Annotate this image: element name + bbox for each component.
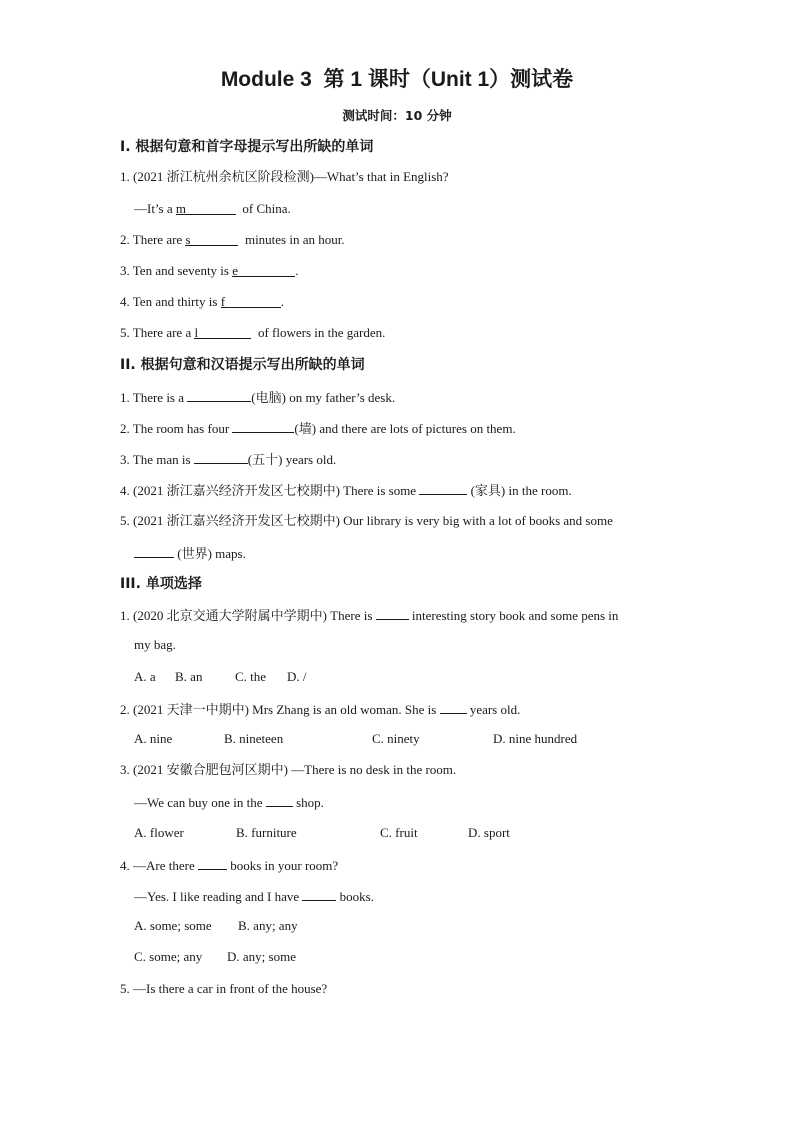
text: (墙) and there are lots of pictures on them. [294, 421, 516, 436]
text: books. [336, 889, 374, 904]
s3-q4-option-b[interactable]: B. any; any [238, 918, 298, 933]
answer-blank[interactable] [232, 419, 294, 433]
text: 2. There are [120, 232, 186, 247]
s2-q4 [120, 481, 572, 499]
s3-q3-option-a[interactable]: A. flower [134, 825, 184, 840]
s3-q4-line-1 [120, 856, 338, 874]
answer-blank[interactable] [198, 856, 227, 870]
s3-q4-line-2 [134, 887, 374, 905]
s1-q4 [120, 294, 284, 310]
s2-q5-line-2 [134, 544, 246, 562]
hint-letter: e [232, 263, 239, 278]
answer-blank[interactable] [376, 606, 409, 620]
test-time: 测试时间：10 分钟 [342, 108, 452, 123]
s2-q2 [120, 419, 516, 437]
s1-q1-line-1: 1. (2021 浙江杭州余杭区阶段检测)—What’s that in English? [120, 169, 449, 184]
text: 3. The man is [120, 452, 194, 467]
answer-blank[interactable] [440, 700, 467, 714]
text: (电脑) on my father’s desk. [251, 390, 396, 405]
text: 1. There is a [120, 390, 188, 405]
text: minutes in an hour. [238, 232, 345, 247]
s3-q3-option-b[interactable]: B. furniture [236, 825, 297, 840]
s3-q2 [120, 700, 520, 718]
page-title: Module 3 第 1 课时（Unit 1）测试卷 [220, 68, 574, 91]
text: 4. —Are there [120, 858, 198, 873]
s3-q2-option-c[interactable]: C. ninety [372, 731, 420, 746]
text: —It’s a [134, 201, 176, 216]
section-3-heading: III. 单项选择 [120, 576, 202, 592]
answer-blank[interactable] [194, 450, 248, 464]
s2-q5-line-1: 5. (2021 浙江嘉兴经济开发区七校期中) Our library is very big with a lot of books and some [120, 513, 613, 528]
s3-q2-option-b[interactable]: B. nineteen [224, 731, 284, 746]
hint-letter: m [175, 201, 187, 216]
answer-blank[interactable] [134, 544, 174, 558]
text: 1. (2020 北京交通大学附属中学期中) There is [120, 608, 376, 623]
answer-blank[interactable] [194, 325, 251, 339]
text: of China. [235, 201, 291, 216]
hint-letter: s [185, 232, 191, 247]
text: —Yes. I like reading and I have [134, 889, 303, 904]
s3-q5-line-1: 5. —Is there a car in front of the house? [120, 981, 328, 996]
s3-q1-option-d[interactable]: D. / [287, 669, 307, 684]
text: years old. [466, 702, 521, 717]
text: (家具) in the room. [467, 483, 572, 498]
s3-q2-option-d[interactable]: D. nine hundred [493, 731, 578, 746]
answer-blank[interactable] [185, 232, 238, 246]
s3-q3-line-2 [134, 793, 324, 811]
text: interesting story book and some pens in [408, 608, 619, 623]
section-1-heading: Ⅰ. 根据句意和首字母提示写出所缺的单词 [120, 139, 374, 155]
text: (五十) years old. [247, 452, 337, 467]
s3-q4-option-a[interactable]: A. some; some [134, 918, 212, 933]
answer-blank[interactable] [266, 793, 293, 807]
text: 5. There are a [120, 325, 195, 340]
text: books in your room? [226, 858, 339, 873]
s1-q2 [120, 232, 345, 248]
s3-q1-option-b[interactable]: B. an [175, 669, 203, 684]
text: 2. (2021 天津一中期中) Mrs Zhang is an old woman. She is [120, 702, 440, 717]
text: 3. Ten and seventy is [120, 263, 233, 278]
answer-blank[interactable] [187, 388, 251, 402]
answer-blank[interactable] [232, 263, 295, 277]
text: 4. (2021 浙江嘉兴经济开发区七校期中) There is some [120, 483, 420, 498]
text: —We can buy one in the [134, 795, 266, 810]
s1-q5 [120, 325, 385, 341]
s1-q3 [120, 263, 298, 279]
text: (世界) maps. [174, 546, 246, 561]
s3-q2-option-a[interactable]: A. nine [134, 731, 173, 746]
text: 4. Ten and thirty is [120, 294, 221, 309]
s2-q3 [120, 450, 336, 468]
answer-blank[interactable] [221, 294, 281, 308]
s3-q1-line-2: my bag. [134, 637, 176, 652]
s3-q3-option-d[interactable]: D. sport [468, 825, 510, 840]
s1-q1-line-2 [134, 201, 291, 217]
s3-q1-option-a[interactable]: A. a [134, 669, 156, 684]
hint-letter: l [194, 325, 199, 340]
s3-q3-option-c[interactable]: C. fruit [380, 825, 418, 840]
text: . [295, 263, 299, 278]
text: 2. The room has four [120, 421, 233, 436]
answer-blank[interactable] [419, 481, 467, 495]
s3-q3-line-1: 3. (2021 安徽合肥包河区期中) —There is no desk in the room. [120, 762, 457, 777]
answer-blank[interactable] [176, 201, 236, 215]
s2-q1 [120, 388, 395, 406]
s3-q4-option-d[interactable]: D. any; some [227, 949, 296, 964]
text: shop. [292, 795, 324, 810]
answer-blank[interactable] [302, 887, 336, 901]
section-2-heading: II. 根据句意和汉语提示写出所缺的单词 [120, 357, 365, 373]
s3-q1-line-1 [120, 606, 618, 624]
s3-q1-option-c[interactable]: C. the [235, 669, 267, 684]
s3-q4-option-c[interactable]: C. some; any [134, 949, 203, 964]
hint-letter: f [220, 294, 226, 309]
text: of flowers in the garden. [251, 325, 386, 340]
text: . [280, 294, 284, 309]
